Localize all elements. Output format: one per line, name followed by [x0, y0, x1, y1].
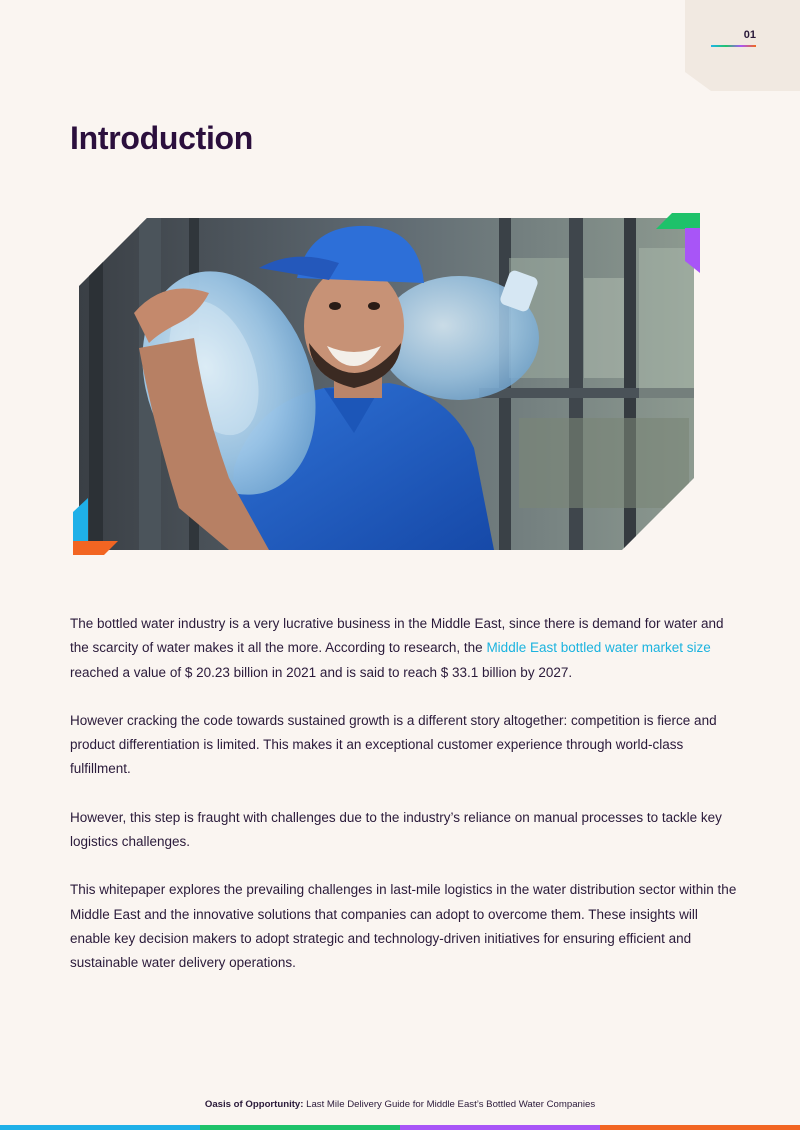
footer-caption-text: Last Mile Delivery Guide for Middle East’s Bottled Water Companies — [303, 1099, 596, 1110]
paragraph-growth: However cracking the code towards sustained growth is a different story altogether: competition is fierce and product differentiation is limited. This makes it an exceptional customer experience through world-class fulfillment. — [70, 712, 717, 777]
hero-photo-delivery-man — [79, 218, 694, 550]
market-size-link[interactable]: Middle East bottled water market size — [486, 640, 711, 656]
page-number: 01 — [743, 29, 756, 41]
footer-caption-bold: Oasis of Opportunity: — [204, 1099, 304, 1110]
footer-caption — [0, 1099, 800, 1110]
paragraph-1-text-end: reached a value of $ 20.23 billion in 2021 and is said to reach $ 33.1 billion by 2027. — [70, 664, 573, 680]
footer-color-bar — [0, 1125, 800, 1130]
page-number-rule — [711, 45, 756, 47]
page-title: Introduction — [70, 120, 254, 156]
footer-bar-green — [200, 1125, 400, 1130]
paragraph-whitepaper-scope: This whitepaper explores the prevailing challenges in last-mile logistics in the water distribution sector within the Middle East and the innovative solutions that companies can adopt to overcome them. These insights will enable key decision makers to adopt strategic and technology-driven initiatives for ensuring efficient and sustainable water delivery operations. — [70, 882, 737, 971]
paragraph-1-text-start: The bottled water industry is a very lucrative business in the Middle East, since there is demand for water and the scarcity of water makes it all the more. According to research, the — [70, 616, 724, 656]
footer-bar-purple — [400, 1125, 600, 1130]
footer-bar-blue — [0, 1125, 200, 1130]
paragraph-market-overview — [70, 612, 740, 685]
paragraph-challenges: However, this step is fraught with challenges due to the industry’s reliance on manual processes to tackle key logistics challenges. — [70, 809, 722, 850]
footer-bar-orange — [600, 1125, 800, 1130]
intro-body — [70, 612, 740, 1000]
